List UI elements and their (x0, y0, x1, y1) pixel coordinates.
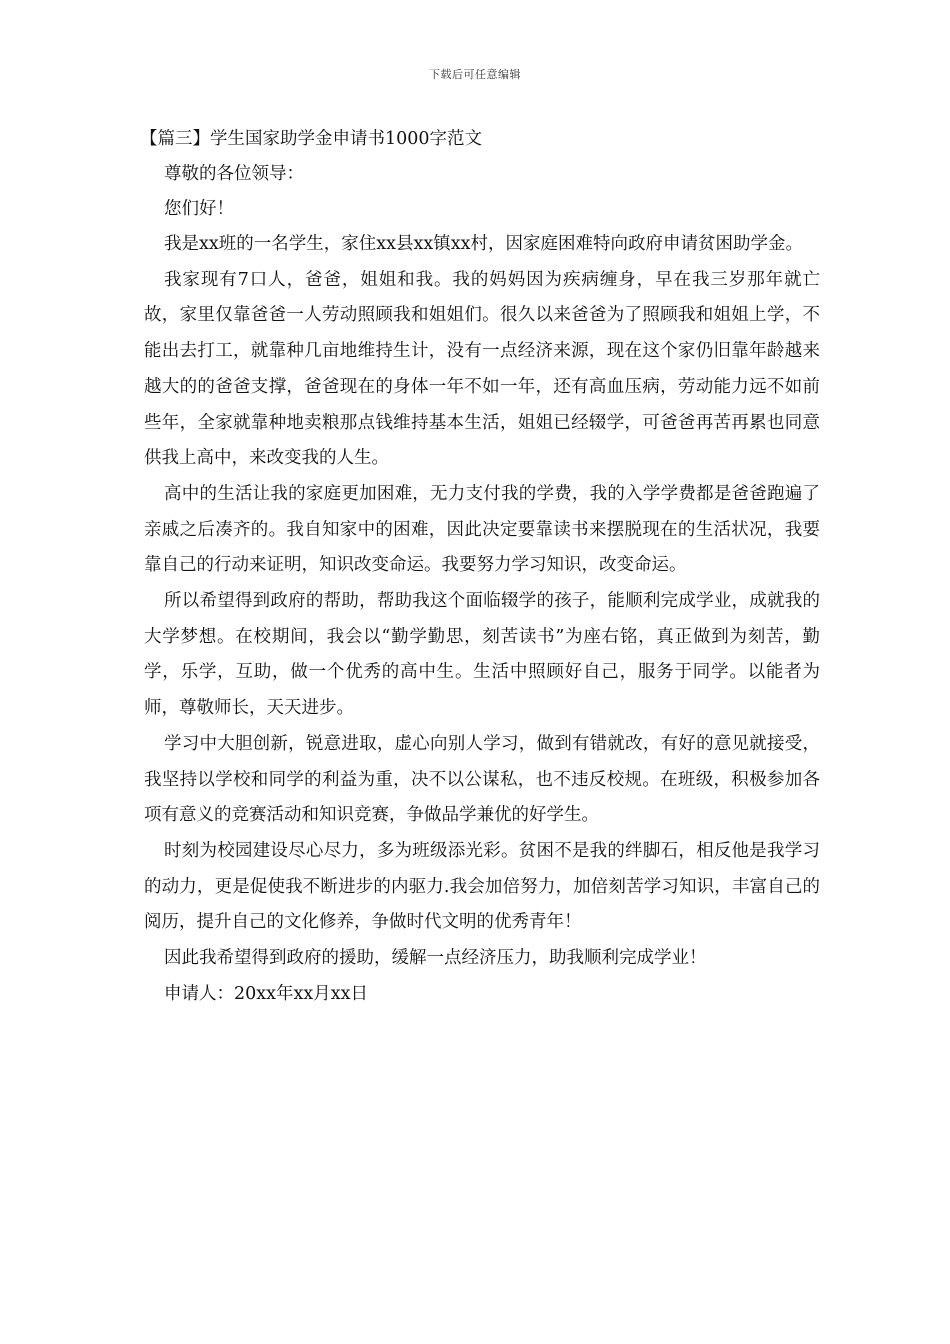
paragraph-motivation: 时刻为校园建设尽心尽力，多为班级添光彩。贫困不是我的绊脚石，相反他是我学习的动力，更是促使我不断进步的内驱力.我会加倍努力，加倍刻苦学习知识，丰富自己的阅历，提升自己的文化修养，争做时代文明的优秀青年！ (144, 840, 820, 933)
paragraph-family: 我家现有7口人，爸爸，姐姐和我。我的妈妈因为疾病缠身，早在我三岁那年就亡故，家里仅靠爸爸一人劳动照顾我和姐姐们。很久以来爸爸为了照顾我和姐姐上学，不能出去打工，就靠种几亩地维持生计，没有一点经济来源，现在这个家仍旧靠年龄越来越大的的爸爸支撑，爸爸现在的身体一年不如一年，还有高血压病，劳动能力远不如前些年，全家就靠种地卖粮那点钱维持基本生活，姐姐已经辍学，可爸爸再苦再累也同意供我上高中，来改变我的人生。 (144, 269, 820, 469)
salutation: 尊敬的各位领导： (164, 164, 304, 184)
signature-line: 申请人：20xx年xx月xx日 (164, 983, 368, 1004)
paragraph-study: 学习中大胆创新，锐意进取，虚心向别人学习，做到有错就改，有好的意见就接受，我坚持以学校和同学的利益为重，决不以公谋私，也不违反校规。在班级，积极参加各项有意义的竞赛活动和知识竞赛，争做品学兼优的好学生。 (144, 733, 820, 826)
greeting: 您们好！ (164, 199, 234, 219)
paragraph-intro: 我是xx班的一名学生，家住xx县xx镇xx村，因家庭困难特向政府申请贫困助学金。 (164, 234, 803, 254)
document-title: 【篇三】学生国家助学金申请书1000字范文 (140, 129, 483, 149)
paragraph-request: 因此我希望得到政府的援助，缓解一点经济压力，助我顺利完成学业！ (164, 948, 707, 969)
paragraph-high-school: 高中的生活让我的家庭更加困难，无力支付我的学费，我的入学学费都是爸爸跑遍了亲戚之后凑齐的。我自知家中的困难，因此决定要靠读书来摆脱现在的生活状况，我要靠自己的行动来证明，知识改变命运。我要努力学习知识，改变命运。 (144, 483, 820, 576)
header-note: 下载后可任意编辑 (429, 68, 521, 81)
document-body (140, 126, 820, 1012)
paragraph-hope: 所以希望得到政府的帮助，帮助我这个面临辍学的孩子，能顺利完成学业，成就我的大学梦想。在校期间，我会以“勤学勤思，刻苦读书”为座右铭，真正做到为刻苦，勤学，乐学，互助，做一个优秀的高中生。生活中照顾好自己，服务于同学。以能者为师，尊敬师长，天天进步。 (144, 591, 820, 719)
